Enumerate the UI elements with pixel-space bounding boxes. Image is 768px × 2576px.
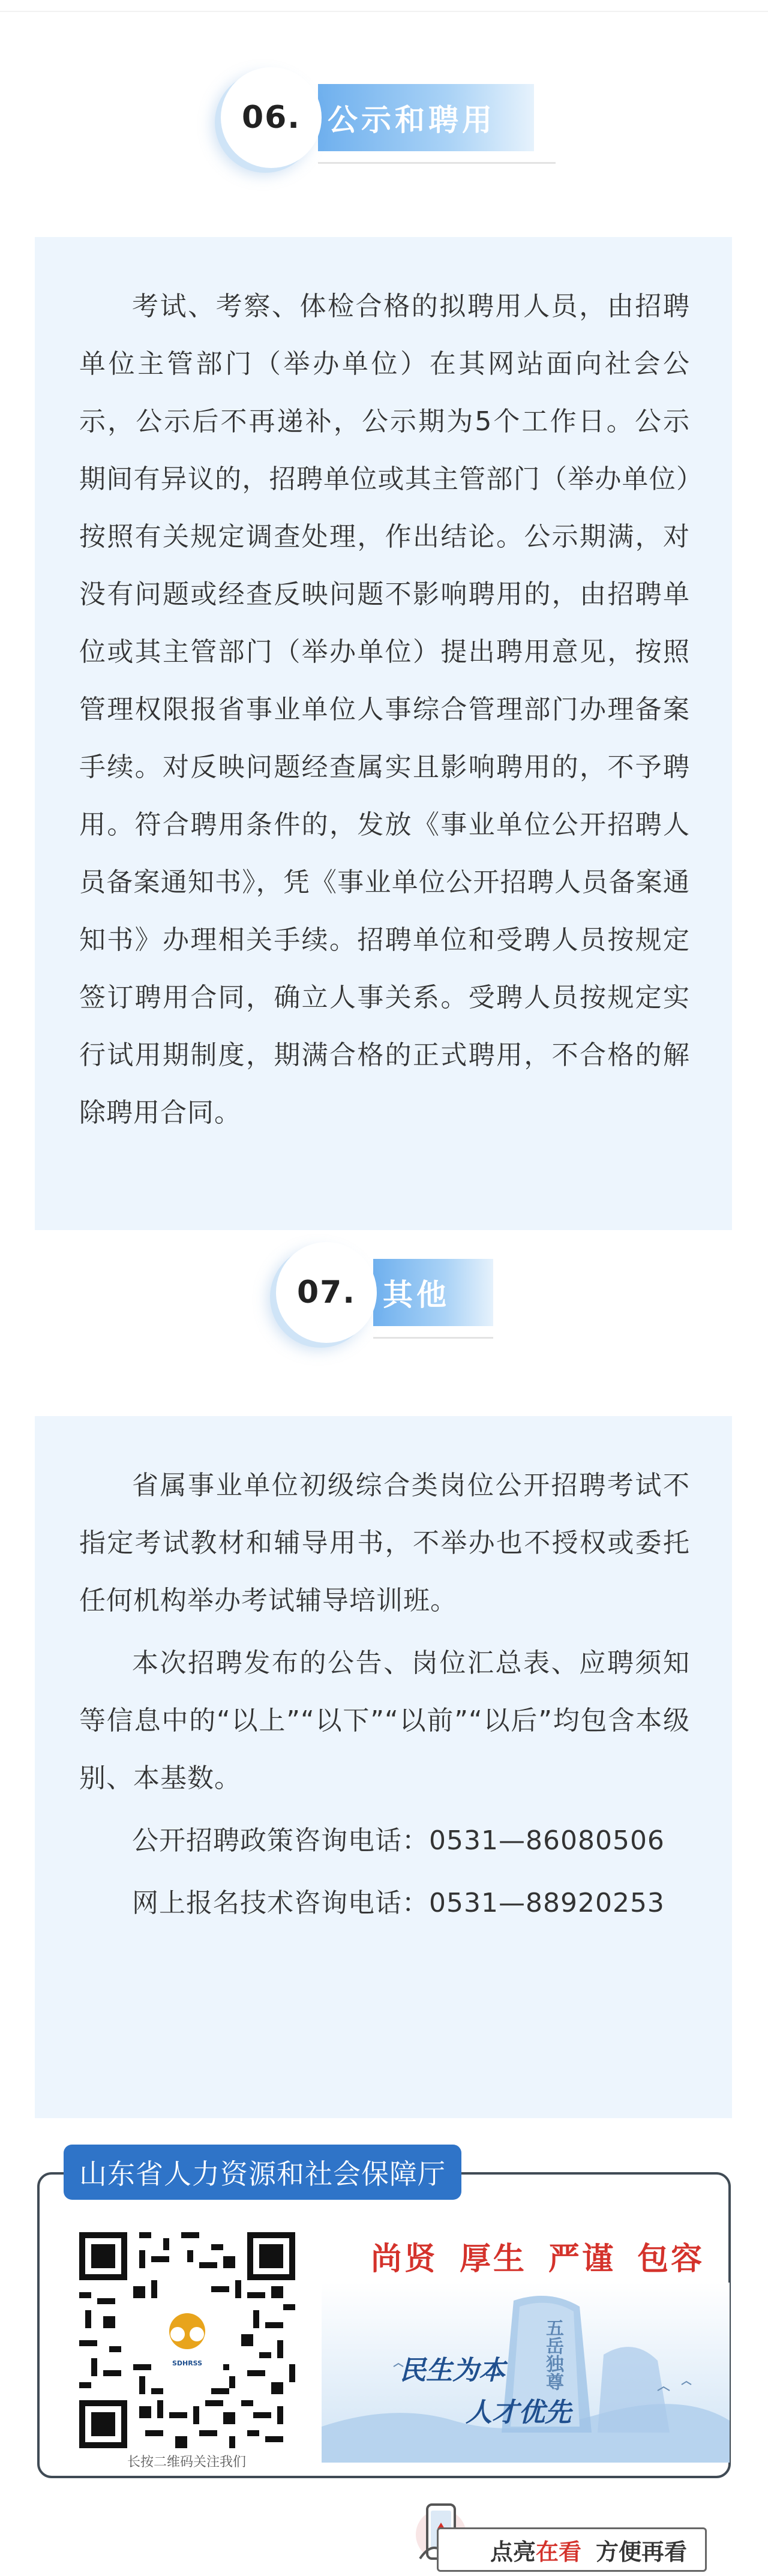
section-underline — [318, 162, 556, 164]
watch-prefix-group — [490, 2533, 581, 2566]
stone-text: 五岳独尊 — [542, 2319, 563, 2391]
watch-prefix: 点亮 — [490, 2538, 536, 2565]
section-title-banner — [318, 84, 534, 151]
scene-line-2: 人才优先 — [466, 2397, 571, 2428]
scene-line-1: 民生为本 — [400, 2355, 505, 2386]
section-06-header — [221, 67, 557, 187]
section-07-content — [35, 1416, 732, 2118]
section-paragraph: 公开招聘政策咨询电话：0531—86080506 — [132, 1825, 665, 1856]
section-paragraph: 考试、考察、体检合格的拟聘用人员，由招聘单位主管部门（举办单位）在其网站面向社会公示，公示后不再递补，公示期为5个工作日。公示期间有异议的，招聘单位或其主管部门（举办单位）按照有关规定调查处理，作出结论。公示期满，对没有问题或经查反映问题不影响聘用的，由招聘单位或其主管部门（举办单位）提出聘用意见，按照管理权限报省事业单位人事综合管理部门办理备案手续。对反映问题经查属实且影响聘用的，不予聘用。符合聘用条件的，发放《事业单位公开招聘人员备案通知书》，凭《事业单位公开招聘人员备案通知书》办理相关手续。招聘单位和受聘人员按规定签订聘用合同，确立人事关系。受聘人员按规定实行试用期制度，期满合格的正式聘用，不合格的解除聘用合同。 — [79, 291, 690, 1128]
section-06-content — [35, 237, 732, 1230]
section-number: 07. — [296, 1274, 356, 1311]
section-paragraph: 省属事业单位初级综合类岗位公开招聘考试不指定考试教材和辅导用书，不举办也不授权或委托任何机构举办考试辅导培训班。 — [79, 1470, 690, 1616]
qr-logo-text: SDHRSS — [172, 2359, 203, 2367]
qr-caption: 长按二维码关注我们 — [127, 2455, 246, 2470]
section-number-badge — [221, 67, 322, 168]
section-title: 其他 — [383, 1277, 450, 1312]
qr-code-icon — [79, 2232, 295, 2448]
section-paragraph: 本次招聘发布的公告、岗位汇总表、应聘须知等信息中的“以上”“以下”“以前”“以后”均包含本级别、本基数。 — [79, 1648, 690, 1794]
footer-card — [37, 2158, 731, 2478]
mountain-stone-icon — [322, 2283, 730, 2463]
section-number-badge — [276, 1242, 377, 1343]
org-name: 山东省人力资源和社会保障厅 — [79, 2158, 446, 2190]
watch-highlight: 在看 — [535, 2538, 581, 2565]
section-title-banner — [373, 1259, 493, 1326]
qr-code[interactable] — [79, 2232, 295, 2448]
watch-suffix: 方便再看 — [595, 2538, 687, 2565]
section-07-header — [276, 1242, 516, 1362]
section-number: 06. — [241, 100, 301, 136]
scenery-illustration — [322, 2283, 730, 2463]
slogan: 尚贤 厚生 严谨 包容 — [370, 2241, 705, 2277]
org-name-tab — [64, 2145, 461, 2200]
watch-later-button[interactable] — [437, 2527, 707, 2572]
section-underline — [373, 1337, 493, 1339]
top-divider — [0, 11, 768, 12]
section-title: 公示和聘用 — [328, 103, 496, 137]
section-paragraph: 网上报名技术咨询电话：0531—88920253 — [132, 1888, 665, 1918]
